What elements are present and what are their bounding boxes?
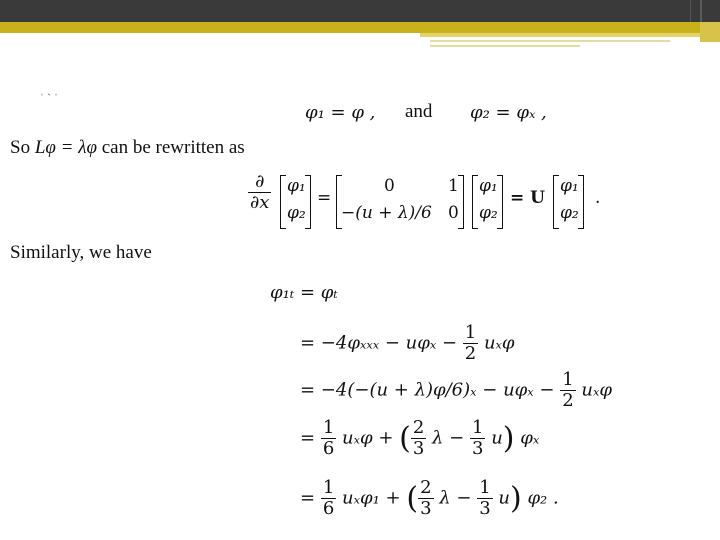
matrix-m11: 0 <box>384 176 395 196</box>
vec3-bottom: φ₂ <box>560 203 579 223</box>
fraction: $\frac{1}{2}$ <box>562 369 574 411</box>
derivation-line-1: = −4φₓₓₓ − uφₓ − $\frac{1}{2}$ uₓφ <box>300 322 515 364</box>
header-accent-line-short <box>430 45 580 47</box>
paren-close: ) <box>510 480 522 516</box>
equals: = <box>317 188 332 208</box>
derivation-line-3: = $\frac{1}{6}$ uₓφ + ( $\frac{2}{3}$ λ − $\frac{1}{3}$ u) φₓ <box>300 417 540 459</box>
vec3-top: φ₁ <box>560 176 579 196</box>
paren-open: ( <box>399 420 411 456</box>
so-line <box>10 137 245 159</box>
period: . <box>595 188 601 208</box>
partial-x-fraction: $\frac{\partial}{\partial x}$ <box>250 171 270 213</box>
bracket-right <box>578 175 584 229</box>
header-divider <box>700 0 702 22</box>
vec2-top: φ₁ <box>479 176 498 196</box>
derivation-line-0: φ₁ₜ = φₜ <box>270 282 338 303</box>
def-and: and <box>405 101 433 122</box>
fraction: $\frac{1}{6}$ <box>322 477 335 519</box>
fraction: $\frac{1}{2}$ <box>464 322 477 364</box>
fraction: $\frac{1}{3}$ <box>479 477 491 519</box>
def-phi2: φ₂ = φₓ , <box>470 102 547 123</box>
fraction: $\frac{2}{3}$ <box>420 477 432 519</box>
fraction: $\frac{1}{6}$ <box>322 417 335 459</box>
header-divider <box>690 0 691 22</box>
fraction: $\frac{1}{3}$ <box>472 417 484 459</box>
bracket-left <box>472 175 478 229</box>
vec1-top: φ₁ <box>287 176 306 196</box>
vec1-bottom: φ₂ <box>287 203 306 223</box>
so-lphi: Lφ = λφ <box>34 137 97 158</box>
derivation-line-4: = $\frac{1}{6}$ uₓφ₁ + ( $\frac{2}{3}$ λ − $\frac{1}{3}$ u) φ₂ . <box>300 477 559 519</box>
matrix-bracket-right <box>458 175 464 229</box>
header-gold-accent <box>420 33 720 37</box>
bracket-right <box>305 175 311 229</box>
similarly-text: Similarly, we have <box>10 242 152 263</box>
header-corner-block <box>700 22 720 42</box>
paren-close: ) <box>502 420 515 456</box>
bracket-left <box>553 175 559 229</box>
paren-open: ( <box>406 480 419 516</box>
bracket-right <box>497 175 503 229</box>
matrix-m12: 1 <box>448 176 459 196</box>
matrix-m22: 0 <box>448 203 459 223</box>
header-dark-bar <box>0 0 720 22</box>
equals-U: = U <box>510 188 545 208</box>
fraction: $\frac{2}{3}$ <box>412 417 425 459</box>
header-gold-bar <box>0 22 720 33</box>
vec2-bottom: φ₂ <box>479 203 498 223</box>
header-accent-line <box>430 40 670 42</box>
def-phi1: φ₁ = φ , <box>305 102 376 123</box>
matrix-m21: −(u + λ)/6 <box>341 203 432 223</box>
so-text-b: can be rewritten as <box>96 137 245 158</box>
bracket-left <box>280 175 286 229</box>
clipped-text-remnant: ˌ ˏ ˌ <box>40 82 58 96</box>
derivation-line-2: = −4(−(u + λ)φ/6)ₓ − uφₓ − $\frac{1}{2}$ uₓφ <box>300 369 612 411</box>
so-text-a: So <box>10 137 35 158</box>
